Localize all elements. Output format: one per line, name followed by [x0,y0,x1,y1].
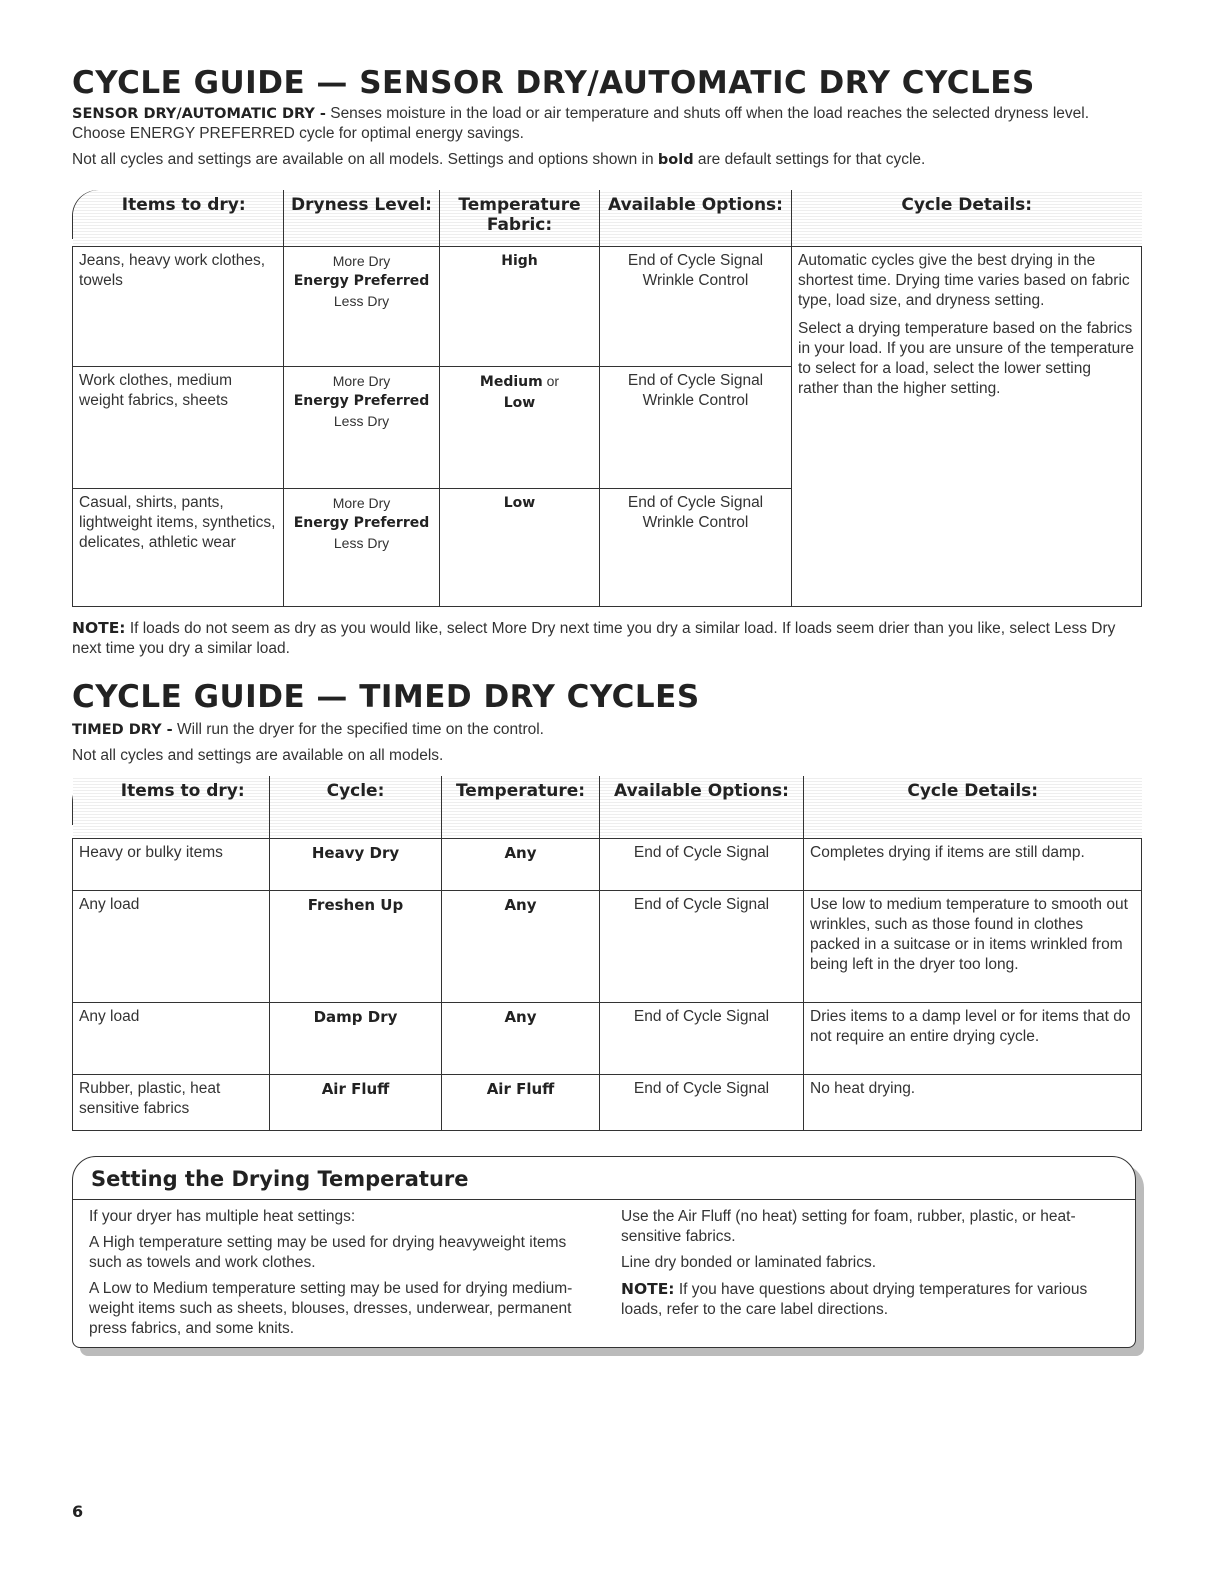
dryness-energy-preferred: Energy Preferred [293,272,430,289]
box-title: Setting the Drying Temperature [91,1167,469,1191]
option-wrinkle-control: Wrinkle Control [642,271,749,289]
timed-section-title: CYCLE GUIDE — TIMED DRY CYCLES [72,679,700,715]
sensor-section-title: CYCLE GUIDE — SENSOR DRY/AUTOMATIC DRY CYCLES [72,65,1035,101]
temperature-cell: Any [442,838,600,890]
option-end-of-cycle-signal: End of Cycle Signal [627,371,764,389]
dryness-cell [284,366,440,488]
table-row [73,246,1142,366]
dryness-more-dry: More Dry [332,252,391,269]
header-temperature-fabric: Temperature Fabric: [440,190,600,246]
dryness-less-dry: Less Dry [333,412,390,429]
sensor-lead-label: SENSOR DRY/AUTOMATIC DRY - [72,106,326,122]
temperature-cell [440,366,600,488]
cycle-cell: Damp Dry [270,1002,442,1074]
items-cell: Heavy or bulky items [73,838,270,890]
temperature-value: High [501,252,538,269]
temperature-cell [440,488,600,606]
timed-cycle-table [72,776,1142,1131]
options-cell: End of Cycle Signal [600,1002,804,1074]
options-cell [600,488,792,606]
details-cell: Completes drying if items are still damp. [804,838,1142,890]
details-cell: No heat drying. [804,1074,1142,1130]
bold-word: bold [657,152,694,168]
dryness-less-dry: Less Dry [333,292,390,309]
option-wrinkle-control: Wrinkle Control [642,391,749,409]
dryness-cell [284,488,440,606]
header-cycle-details: Cycle Details: [792,190,1142,246]
timed-availability-note: Not all cycles and settings are available on all models. [72,747,444,764]
box-left-column [89,1207,594,1345]
page-number: 6 [72,1502,84,1521]
temperature-cell [440,246,600,366]
table-row [73,838,1142,890]
cycle-cell: Heavy Dry [270,838,442,890]
sensor-note [72,618,1142,659]
temperature-or: or [542,372,560,389]
items-cell: Any load [73,890,270,1002]
option-wrinkle-control: Wrinkle Control [642,513,749,531]
box-paragraph: A High temperature setting may be used for drying heavyweight items such as towels and work clothes. [89,1234,567,1271]
temperature-cell: Any [442,1002,600,1074]
options-cell [600,366,792,488]
sensor-lead-text: Senses moisture in the load or air temperature and shuts off when the load reaches the selected dryness level. Choose ENERGY PREFERRED cycle for optimal energy savings. [72,105,1090,142]
header-available-options: Available Options: [600,776,804,838]
items-cell: Rubber, plastic, heat sensitive fabrics [73,1074,270,1130]
sensor-intro [72,104,1142,176]
header-temperature: Temperature: [442,776,600,838]
details-paragraph-1: Automatic cycles give the best drying in the shortest time. Drying time varies based on fabric type, load size, and dryness setting. [798,251,1130,309]
items-cell: Jeans, heavy work clothes, towels [73,246,284,366]
box-paragraph: A Low to Medium temperature setting may be used for drying medium-weight items such as sheets, blouses, dresses, underwear, permanent press fabrics, and some knits. [89,1280,573,1337]
options-cell: End of Cycle Signal [600,1074,804,1130]
options-cell [600,246,792,366]
items-cell: Work clothes, medium weight fabrics, sheets [73,366,284,488]
temperature-value: Low [503,494,536,511]
header-available-options: Available Options: [600,190,792,246]
box-divider [73,1199,1135,1200]
details-cell: Use low to medium temperature to smooth out wrinkles, such as those found in clothes packed in a suitcase or in items wrinkled from being left in the dryer too long. [804,890,1142,1002]
availability-text: Not all cycles and settings are available on all models. Settings and options shown in [72,151,658,168]
options-cell: End of Cycle Signal [600,890,804,1002]
timed-lead-text: Will run the dryer for the specified time on the control. [172,721,544,738]
sensor-availability-note [72,150,1142,170]
note-text: If you have questions about drying temperatures for various loads, refer to the care label directions. [621,1281,1088,1318]
table-row [73,1002,1142,1074]
dryness-more-dry: More Dry [332,494,391,511]
options-cell: End of Cycle Signal [600,838,804,890]
sensor-cycle-table [72,190,1142,607]
items-cell: Casual, shirts, pants, lightweight items, synthetics, delicates, athletic wear [73,488,284,606]
timed-intro [72,720,1142,772]
cycle-cell: Air Fluff [270,1074,442,1130]
temperature-cell: Any [442,890,600,1002]
header-cycle: Cycle: [270,776,442,838]
note-label: NOTE: [621,1280,675,1298]
dryness-energy-preferred: Energy Preferred [293,392,430,409]
drying-temperature-box [72,1156,1136,1348]
box-paragraph: Use the Air Fluff (no heat) setting for foam, rubber, plastic, or heat-sensitive fabrics. [621,1208,1076,1245]
note-text: If loads do not seem as dry as you would like, select More Dry next time you dry a similar load. If loads seem drier than you like, select Less Dry next time you dry a similar load. [72,620,1116,657]
dryness-energy-preferred: Energy Preferred [293,514,430,531]
temperature-value-2: Low [503,394,536,411]
dryness-less-dry: Less Dry [333,534,390,551]
cycle-cell: Freshen Up [270,890,442,1002]
header-items-to-dry: Items to dry: [73,190,284,246]
details-paragraph-2: Select a drying temperature based on the fabrics in your load. If you are unsure of the temperature to select for a load, select the lower setting rather than the higher setting. [798,319,1135,397]
header-items-to-dry: Items to dry: [73,776,270,838]
dryness-more-dry: More Dry [332,372,391,389]
dryness-cell [284,246,440,366]
header-dryness-level: Dryness Level: [284,190,440,246]
box-paragraph: Line dry bonded or laminated fabrics. [621,1254,877,1271]
items-cell: Any load [73,1002,270,1074]
temperature-cell: Air Fluff [442,1074,600,1130]
sensor-description [72,104,1142,144]
temperature-value: Medium [479,373,543,390]
timed-description [72,720,1142,740]
table-row [73,1074,1142,1130]
details-cell: Dries items to a damp level or for items that do not require an entire drying cycle. [804,1002,1142,1074]
table-row [73,890,1142,1002]
availability-text-end: are default settings for that cycle. [693,151,926,168]
cycle-details-cell [792,246,1142,606]
box-paragraph: If your dryer has multiple heat settings: [89,1208,356,1225]
timed-lead-label: TIMED DRY - [72,722,173,738]
box-right-column [621,1207,1101,1326]
header-cycle-details: Cycle Details: [804,776,1142,838]
option-end-of-cycle-signal: End of Cycle Signal [627,251,764,269]
option-end-of-cycle-signal: End of Cycle Signal [627,493,764,511]
box-note [621,1279,1101,1320]
note-label: NOTE: [72,619,126,637]
